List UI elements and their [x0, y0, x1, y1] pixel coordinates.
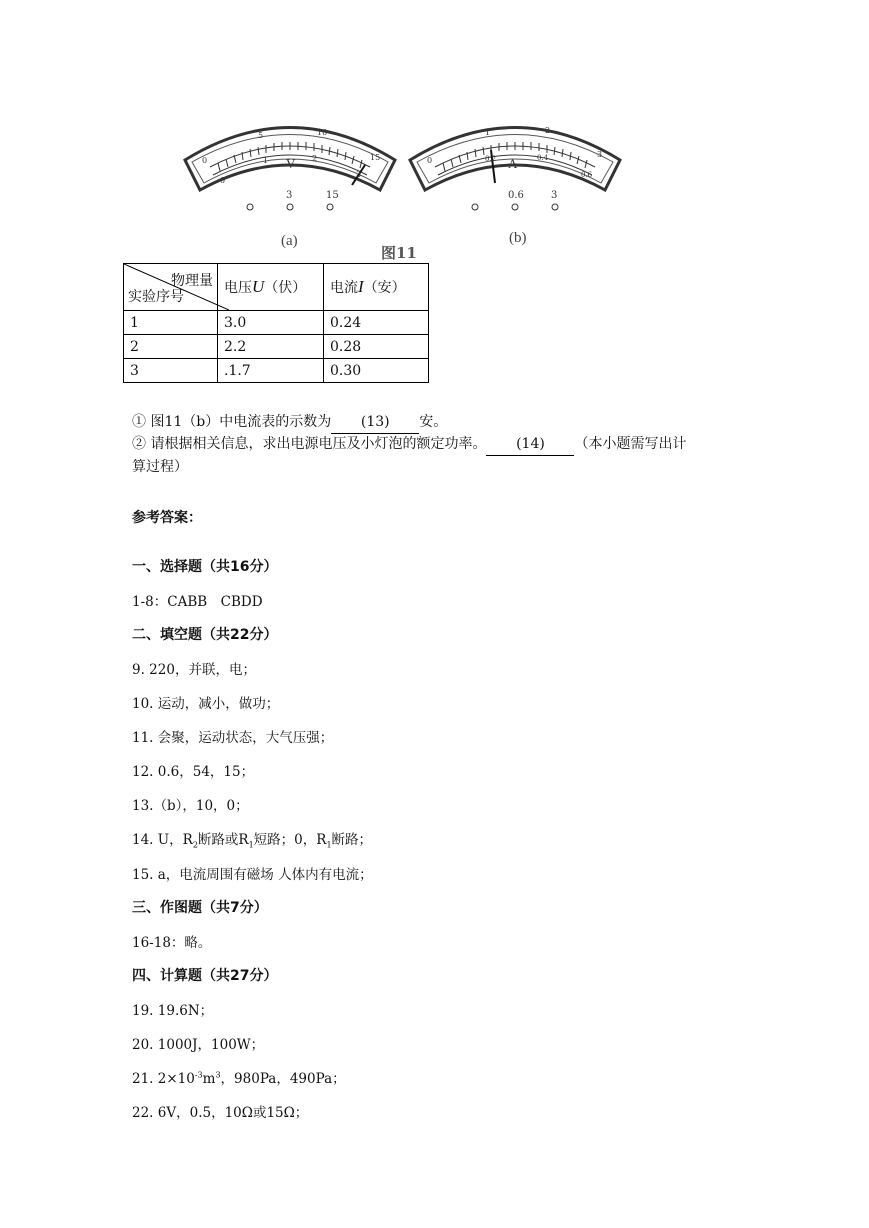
answer-10: 10. 运动，减小，做功； [132, 696, 280, 712]
svg-text:5: 5 [258, 131, 264, 140]
question-2: ② 请根据相关信息，求出电源电压及小灯泡的额定功率。 (14) （本小题需写出计 算过程） [132, 433, 772, 478]
svg-text:3: 3 [356, 170, 362, 179]
answer-13: 13.（b），10，0； [132, 798, 249, 814]
voltmeter-dial [185, 128, 395, 211]
answer-22: 22. 6V，0.5，10Ω或15Ω； [132, 1105, 309, 1121]
svg-text:1: 1 [263, 156, 269, 165]
corner-label-trial: 实验序号 [128, 289, 184, 305]
svg-text:3: 3 [286, 190, 293, 201]
ammeter-dial [410, 126, 620, 210]
answer-20: 20. 1000J，100W； [132, 1037, 265, 1053]
section-2-heading: 二、填空题（共22分） [132, 627, 278, 643]
svg-text:0: 0 [427, 156, 433, 165]
answer-1-8: 1-8：CABB CBDD [132, 594, 263, 610]
svg-text:15: 15 [370, 153, 381, 162]
corner-label-quantity: 物理量 [171, 273, 213, 289]
svg-text:0.6: 0.6 [581, 171, 593, 179]
answer-12: 12. 0.6，54，15； [132, 764, 255, 780]
svg-text:2: 2 [545, 126, 551, 135]
table-row: 3 .1.7 0.30 [124, 359, 429, 383]
svg-text:A: A [508, 156, 518, 171]
svg-text:1: 1 [485, 128, 491, 137]
header-voltage: 电压U（伏） [218, 264, 324, 311]
answer-11: 11. 会聚，运动状态，大气压强； [132, 730, 334, 746]
svg-text:0.2: 0.2 [485, 155, 497, 163]
svg-text:2: 2 [312, 154, 318, 163]
section-4-heading: 四、计算题（共27分） [132, 968, 278, 984]
answer-15: 15. a，电流周围有磁场 人体内有电流； [132, 867, 373, 883]
svg-text:3: 3 [597, 150, 603, 159]
svg-text:0: 0 [202, 156, 208, 165]
question-1: ① 图11（b）中电流表的示数为 (13) 安。 [132, 411, 772, 434]
svg-text:V: V [286, 156, 296, 171]
svg-text:0.6: 0.6 [508, 190, 524, 201]
answer-blank-13: (13) [331, 411, 419, 434]
answer-14: 14. U，$R_2$断路或$R_1$短路；0，$R_1$断路； [132, 832, 373, 850]
answer-19: 19. 19.6N； [132, 1003, 214, 1019]
table-corner-cell [124, 264, 218, 311]
figure-label-b: (b) [509, 230, 527, 246]
svg-text:3: 3 [551, 190, 558, 201]
svg-text:15: 15 [326, 190, 339, 201]
answer-16-18: 16-18：略。 [132, 935, 212, 951]
section-1-heading: 一、选择题（共16分） [132, 559, 278, 575]
data-table [123, 263, 429, 383]
svg-text:0.4: 0.4 [537, 154, 549, 162]
figure-caption: 图11 [381, 244, 417, 262]
figure-label-a: (a) [281, 233, 298, 249]
figure-11-meters [180, 105, 640, 235]
svg-text:0: 0 [220, 176, 226, 185]
section-3-heading: 三、作图题（共7分） [132, 900, 268, 916]
svg-text:10: 10 [317, 128, 328, 137]
answer-21: 21. $2\times 10^{-3}m^3$，980Pa，490Pa； [132, 1070, 346, 1087]
table-row: 2 2.2 0.28 [124, 335, 429, 359]
header-current: 电流I（安） [324, 264, 429, 311]
answers-heading: 参考答案： [132, 510, 202, 526]
answer-9: 9. 220，并联，电； [132, 662, 256, 678]
table-row: 1 3.0 0.24 [124, 311, 429, 335]
answer-blank-14: (14) [486, 433, 574, 456]
